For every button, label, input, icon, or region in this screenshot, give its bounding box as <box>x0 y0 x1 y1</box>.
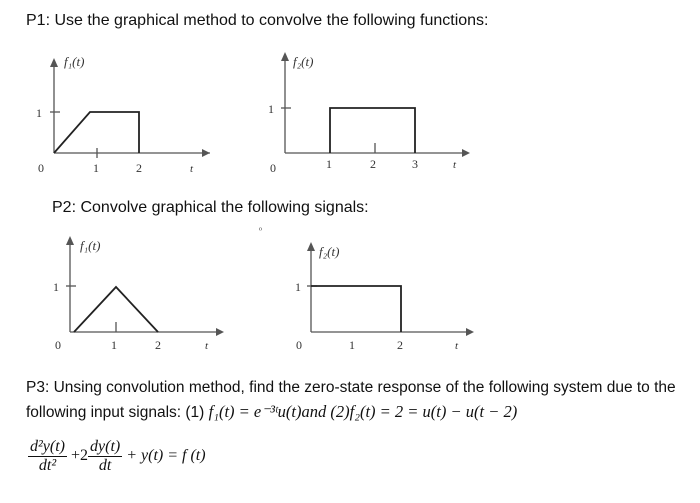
p2-title: P2: Convolve graphical the following signals: <box>52 199 369 216</box>
p1b-x-label-0: 0 <box>270 161 276 175</box>
p1b-x-label-t: t <box>453 159 457 171</box>
p1b-x-arrow <box>462 149 470 157</box>
p1a-signal <box>54 112 139 153</box>
p2a-x-arrow <box>216 328 224 336</box>
p1b-x-label-1: 1 <box>326 157 332 171</box>
p1-title: P1: Use the graphical method to convolve the following functions: <box>26 12 489 29</box>
eq-rest: + y(t) = f (t) <box>126 447 206 465</box>
p2b-signal <box>311 286 401 332</box>
eq-frac-1 <box>28 438 67 475</box>
p2b-x-label-2: 2 <box>397 338 403 352</box>
p2b-y-arrow <box>307 242 315 251</box>
eq-num-1: d²y(t) <box>30 438 65 455</box>
p1-graph-a <box>50 58 210 158</box>
eq-den-2: dt <box>98 457 112 474</box>
p3-line2-text: following input signals: (1) <box>26 404 209 421</box>
p1a-x-arrow <box>202 149 210 157</box>
p2a-y-arrow <box>66 236 74 245</box>
p2b-x-label-t: t <box>455 340 459 352</box>
p1b-x-label-2: 2 <box>370 157 376 171</box>
p3-line2-math: f₁(t) = e⁻³ᵗu(t)and (2)f₂(t) = 2 = u(t) − u(t − 2) <box>208 402 518 421</box>
p2a-x-label-1: 1 <box>111 338 117 352</box>
p2a-y-tick-label: 1 <box>53 280 59 294</box>
eq-plus2: +2 <box>71 447 89 465</box>
eq-den-1: dt² <box>38 457 57 474</box>
p2b-x-label-1: 1 <box>349 338 355 352</box>
p2a-label: f₁(t) <box>80 238 101 253</box>
p1b-y-arrow <box>281 52 289 61</box>
p1b-y-tick-label: 1 <box>268 102 274 116</box>
eq-num-2: dy(t) <box>90 438 121 455</box>
p3-line2 <box>26 402 517 422</box>
p1b-signal <box>330 108 415 153</box>
p1a-y-tick-label: 1 <box>36 106 42 120</box>
p1a-x-label-2: 2 <box>136 161 142 175</box>
p1a-x-label-t: t <box>190 163 194 175</box>
p3-line1: P3: Unsing convolution method, find the zero-state response of the following system due to the <box>26 379 676 396</box>
p2a-x-label-2: 2 <box>155 338 161 352</box>
p1a-y-arrow <box>50 58 58 67</box>
p1b-label: f₂(t) <box>293 54 314 69</box>
p1b-x-label-3: 3 <box>412 157 418 171</box>
p1a-label: f₁(t) <box>64 54 85 69</box>
stray-mark: ᵒ <box>259 225 262 236</box>
p2b-label: f₂(t) <box>319 244 340 259</box>
p1a-x-label-1: 1 <box>93 161 99 175</box>
p2b-x-label-0: 0 <box>296 338 302 352</box>
p3-equation <box>28 438 206 475</box>
p2b-y-tick-label: 1 <box>295 280 301 294</box>
p1a-x-label-0: 0 <box>38 161 44 175</box>
eq-frac-2 <box>88 438 122 475</box>
p2a-x-label-t: t <box>205 340 209 352</box>
p2b-x-arrow <box>466 328 474 336</box>
p2a-x-label-0: 0 <box>55 338 61 352</box>
